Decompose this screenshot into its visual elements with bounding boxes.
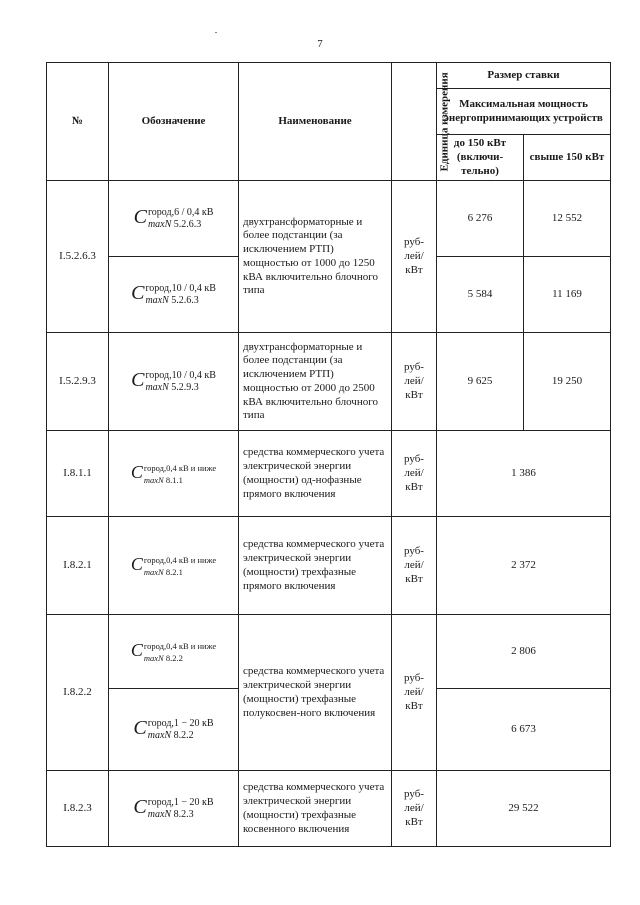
row-unit: руб-лей/кВт (392, 615, 437, 771)
designation-subscript (144, 474, 216, 486)
table-row (47, 333, 611, 431)
designation-cell (109, 615, 239, 689)
header-rate-size: Размер ставки (437, 63, 611, 89)
designation-cell (109, 333, 239, 431)
designation-subscript-maxn: maxN (145, 294, 169, 306)
designation-indices (145, 370, 215, 394)
rate-value: 2 806 (437, 615, 611, 689)
designation-subscript-code: 5.2.6.3 (173, 218, 202, 230)
table-row (47, 771, 611, 847)
row-number: I.5.2.6.3 (47, 181, 109, 333)
header-name: Наименование (239, 63, 392, 181)
row-name: двухтрансформаторные и более подстанции (за исключением РТП) мощностью от 1000 до 1250 кВА включительно блочного типа (239, 181, 392, 333)
header-num: № (47, 63, 109, 181)
designation-indices (148, 797, 214, 821)
designation-superscript: город,1 − 20 кВ (147, 796, 214, 808)
designation-subscript-code: 8.2.2 (173, 729, 194, 741)
designation-subscript-code: 5.2.6.3 (171, 294, 199, 306)
designation-subscript-maxn: maxN (145, 381, 169, 393)
table-body (47, 181, 611, 847)
designation-symbol: C (130, 639, 143, 660)
rate-up-to-150: 6 276 (437, 181, 524, 257)
designation-indices (145, 283, 215, 307)
designation-cell (109, 257, 239, 333)
designation-superscript: город,10 / 0,4 кВ (145, 282, 216, 294)
table-row (47, 615, 611, 689)
designation-formula (133, 797, 213, 821)
designation-cell (109, 181, 239, 257)
table-row (47, 181, 611, 257)
row-unit: руб-лей/кВт (392, 771, 437, 847)
rate-over-150: 19 250 (524, 333, 611, 431)
header-col-up-to-150: до 150 кВт (включи-тельно) (437, 135, 524, 181)
designation-formula (131, 462, 216, 486)
rate-over-150: 12 552 (524, 181, 611, 257)
designation-superscript: город,1 − 20 кВ (147, 717, 214, 729)
rate-up-to-150: 9 625 (437, 333, 524, 431)
designation-subscript-code: 5.2.9.3 (171, 381, 199, 393)
designation-symbol: C (130, 461, 143, 482)
designation-indices (148, 207, 213, 231)
designation-symbol: C (131, 368, 145, 391)
header-unit-cell (392, 63, 451, 181)
header-max-power: Максимальная мощность энергопринимающих устройств (437, 89, 611, 135)
designation-formula (133, 718, 213, 742)
row-unit: руб-лей/кВт (392, 181, 437, 333)
designation-symbol: C (131, 281, 145, 304)
designation-indices (144, 640, 216, 664)
designation-subscript (148, 809, 214, 821)
designation-subscript (148, 219, 213, 231)
rate-value: 1 386 (437, 431, 611, 517)
designation-superscript: город,6 / 0,4 кВ (147, 206, 214, 218)
row-number: I.8.2.3 (47, 771, 109, 847)
designation-symbol: C (133, 716, 147, 739)
rates-table (46, 62, 611, 847)
designation-cell (109, 771, 239, 847)
rate-over-150: 11 169 (524, 257, 611, 333)
designation-indices (148, 718, 214, 742)
designation-formula (131, 554, 216, 578)
designation-subscript (144, 566, 216, 578)
row-name: средства коммерческого учета электрической энергии (мощности) трехфазные прямого включения (239, 517, 392, 615)
designation-symbol: C (130, 553, 143, 574)
page-number: 7 (317, 38, 323, 50)
scan-speck (215, 32, 217, 33)
designation-formula (131, 370, 216, 394)
designation-superscript: город,0,4 кВ и ниже (143, 640, 217, 651)
designation-formula (131, 640, 216, 664)
designation-subscript-maxn: maxN (143, 566, 164, 577)
header-designation: Обозначение (109, 63, 239, 181)
row-unit: руб-лей/кВт (392, 431, 437, 517)
row-name: средства коммерческого учета электрической энергии (мощности) трехфазные полукосвен-ного включения (239, 615, 392, 771)
rate-value: 6 673 (437, 689, 611, 771)
designation-subscript-code: 8.1.1 (165, 474, 183, 485)
designation-subscript-maxn: maxN (143, 652, 164, 663)
designation-subscript-maxn: maxN (147, 808, 172, 820)
rate-up-to-150: 5 584 (437, 257, 524, 333)
table-row (47, 517, 611, 615)
designation-subscript-maxn: maxN (147, 218, 172, 230)
row-unit: руб-лей/кВт (392, 333, 437, 431)
designation-subscript-maxn: maxN (147, 729, 172, 741)
designation-superscript: город,0,4 кВ и ниже (143, 462, 217, 473)
designation-subscript (145, 382, 215, 394)
row-unit: руб-лей/кВт (392, 517, 437, 615)
designation-subscript-maxn: maxN (143, 474, 164, 485)
designation-subscript (145, 295, 215, 307)
row-number: I.8.2.1 (47, 517, 109, 615)
designation-cell (109, 517, 239, 615)
rate-value: 2 372 (437, 517, 611, 615)
row-number: I.5.2.9.3 (47, 333, 109, 431)
designation-subscript (144, 652, 216, 664)
designation-subscript-code: 8.2.3 (173, 808, 194, 820)
row-name: двухтрансформаторные и более подстанции (за исключением РТП) мощностью от 2000 до 2500 кВА включительно блочного типа (239, 333, 392, 431)
designation-subscript (148, 730, 214, 742)
rate-value: 29 522 (437, 771, 611, 847)
designation-symbol: C (133, 795, 147, 818)
designation-indices (144, 554, 216, 578)
designation-symbol: C (133, 205, 147, 228)
designation-subscript-code: 8.2.1 (165, 566, 183, 577)
designation-formula (134, 207, 214, 231)
designation-superscript: город,10 / 0,4 кВ (145, 369, 216, 381)
designation-superscript: город,0,4 кВ и ниже (143, 554, 217, 565)
header-col-over-150: свыше 150 кВт (524, 135, 611, 181)
designation-formula (131, 283, 216, 307)
header-unit: Единица измерения (438, 72, 451, 172)
designation-cell (109, 431, 239, 517)
row-number: I.8.1.1 (47, 431, 109, 517)
designation-cell (109, 689, 239, 771)
row-name: средства коммерческого учета электрической энергии (мощности) од-нофазные прямого включения (239, 431, 392, 517)
row-name: средства коммерческого учета электрической энергии (мощности) трехфазные косвенного включения (239, 771, 392, 847)
row-number: I.8.2.2 (47, 615, 109, 771)
designation-subscript-code: 8.2.2 (165, 652, 183, 663)
designation-indices (144, 462, 216, 486)
table-row (47, 431, 611, 517)
